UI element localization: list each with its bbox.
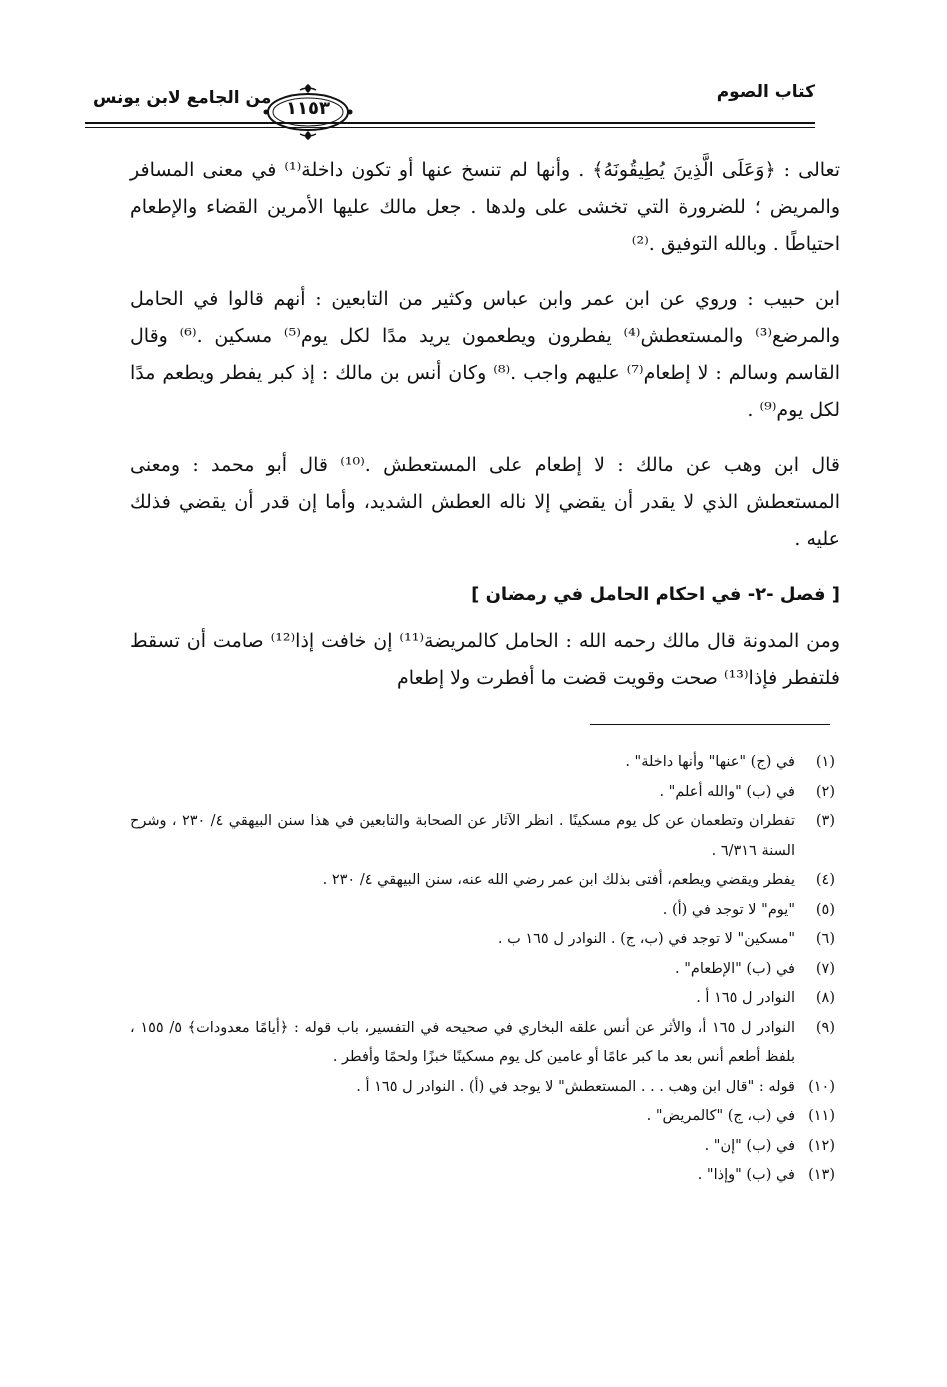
footnote bbox=[130, 955, 835, 985]
footnote-text: "مسكين" لا توجد في (ب، ج) . النوادر ل ١٦٥ ب . bbox=[497, 931, 795, 947]
header-rule-thin bbox=[85, 127, 815, 128]
footnote bbox=[130, 807, 835, 866]
footnote-number: (١٠) bbox=[808, 1078, 835, 1095]
footnote-number: (٨) bbox=[815, 990, 835, 1006]
footnote-number: (٤) bbox=[815, 872, 835, 888]
footnote-text: تفطران وتطعمان عن كل يوم مسكينًا . انظر الآثار عن الصحابة والتابعين في هذا سنن البيهقي ٤/ ٢٣٠ ، وشرح السنة ٦/٣١٦ . bbox=[130, 813, 796, 859]
section-heading: [ فصل -٢- في احكام الحامل في رمضان ] bbox=[471, 584, 840, 605]
footnote-text: يفطر ويقضي ويطعم، أفتى بذلك ابن عمر رضي الله عنه، سنن البيهقي ٤/ ٢٣٠ . bbox=[322, 872, 795, 888]
footnote-number: (٣) bbox=[815, 813, 835, 829]
footnote-number: (٥) bbox=[815, 901, 835, 918]
footnote bbox=[130, 1161, 835, 1191]
footnote-text: النوادر ل ١٦٥ أ . bbox=[696, 990, 795, 1006]
running-head-title: من الجامع لابن يونس bbox=[93, 88, 272, 108]
paragraph: تعالى : ﴿وَعَلَى الَّذِينَ يُطِيقُونَهُ﴾ . وأنها لم تنسخ عنها أو تكون داخلة⁽¹⁾ في معنى المسافر والمريض ؛ للضرورة التي تخشى على ولدها . جعل مالك عليها الأمرين القضاء والإطعام احتياطًا . وبالله التوفيق .⁽²⁾ bbox=[130, 159, 840, 255]
page-header bbox=[85, 72, 815, 142]
footnote bbox=[130, 896, 835, 926]
footnote-text: "يوم" لا توجد في (أ) . bbox=[662, 901, 795, 918]
footnote-number: (١١) bbox=[808, 1108, 835, 1124]
footnote-number: (٢) bbox=[815, 783, 835, 800]
footnote bbox=[130, 866, 835, 896]
footnote bbox=[130, 984, 835, 1014]
page-number-ornament bbox=[260, 80, 356, 140]
footnote bbox=[130, 1073, 835, 1103]
footnote-text: في (ب) "الإطعام" . bbox=[675, 960, 795, 977]
footnote bbox=[130, 1014, 835, 1073]
paragraph: قال ابن وهب عن مالك : لا إطعام على المستعطش .⁽¹⁰⁾ قال أبو محمد : ومعنى المستعطش الذي لا يقدر أن يقضي إلا ناله العطش الشديد، وأما إن قدر أن يقضي فذلك عليه . bbox=[130, 454, 840, 550]
footnote-number: (١٣) bbox=[808, 1167, 835, 1183]
footnote-number: (١٢) bbox=[808, 1137, 835, 1154]
footnote bbox=[130, 778, 835, 808]
paragraph: ومن المدونة قال مالك رحمه الله : الحامل كالمريضة⁽¹¹⁾ إن خافت إذا⁽¹²⁾ صامت أن تسقط فلتفطر فإذا⁽¹³⁾ صحت وقويت قضت ما أفطرت ولا إطعام bbox=[130, 630, 840, 689]
main-text bbox=[130, 152, 840, 715]
footnote-text: في (ج) "عنها" وأنها داخلة" . bbox=[625, 754, 795, 770]
footnote-number: (٩) bbox=[815, 1019, 835, 1036]
footnote bbox=[130, 1102, 835, 1132]
footnote-number: (١) bbox=[815, 754, 835, 770]
footnote-text: في (ب، ج) "كالمريض" . bbox=[646, 1108, 795, 1124]
header-rule bbox=[85, 122, 815, 124]
footnote-text: النوادر ل ١٦٥ أ، والأثر عن أنس علقه البخاري في صحيحه في التفسير، باب قوله : ﴿أيامًا معدودات﴾ ٥/ ١٥٥ ، بلفظ أطعم أنس بعد ما كبر عامًا أو عامين كل يوم مسكينًا خبزًا ولحمًا وأفطر . bbox=[130, 1019, 795, 1065]
running-head-section: كتاب الصوم bbox=[716, 82, 815, 102]
footnote-text: في (ب) "والله أعلم" . bbox=[659, 783, 795, 800]
paragraph: ابن حبيب : وروي عن ابن عمر وابن عباس وكثير من التابعين : أنهم قالوا في الحامل والمرضع⁽³⁾ والمستعطش⁽⁴⁾ يفطرون ويطعمون يريد مدًا لكل يوم⁽⁵⁾ مسكين .⁽⁶⁾ وقال القاسم وسالم : لا إطعام⁽⁷⁾ عليهم واجب .⁽⁸⁾ وكان أنس بن مالك : إذ كبر يفطر ويطعم مدًا لكل يوم⁽⁹⁾ . bbox=[130, 288, 841, 421]
page-number: ١١٥٣ bbox=[286, 98, 330, 119]
footnotes bbox=[130, 748, 835, 1191]
footnote-number: (٦) bbox=[815, 931, 835, 947]
footnote bbox=[130, 748, 835, 778]
footnote-text: قوله : "قال ابن وهب . . . المستعطش" لا يوجد في (أ) . النوادر ل ١٦٥ أ . bbox=[356, 1078, 795, 1095]
footnote-text: في (ب) "إن" . bbox=[704, 1137, 795, 1154]
footnote bbox=[130, 925, 835, 955]
footnote-separator bbox=[590, 724, 830, 725]
footnote bbox=[130, 1132, 835, 1162]
footnote-number: (٧) bbox=[815, 960, 835, 977]
footnote-text: في (ب) "وإذا" . bbox=[697, 1167, 795, 1183]
